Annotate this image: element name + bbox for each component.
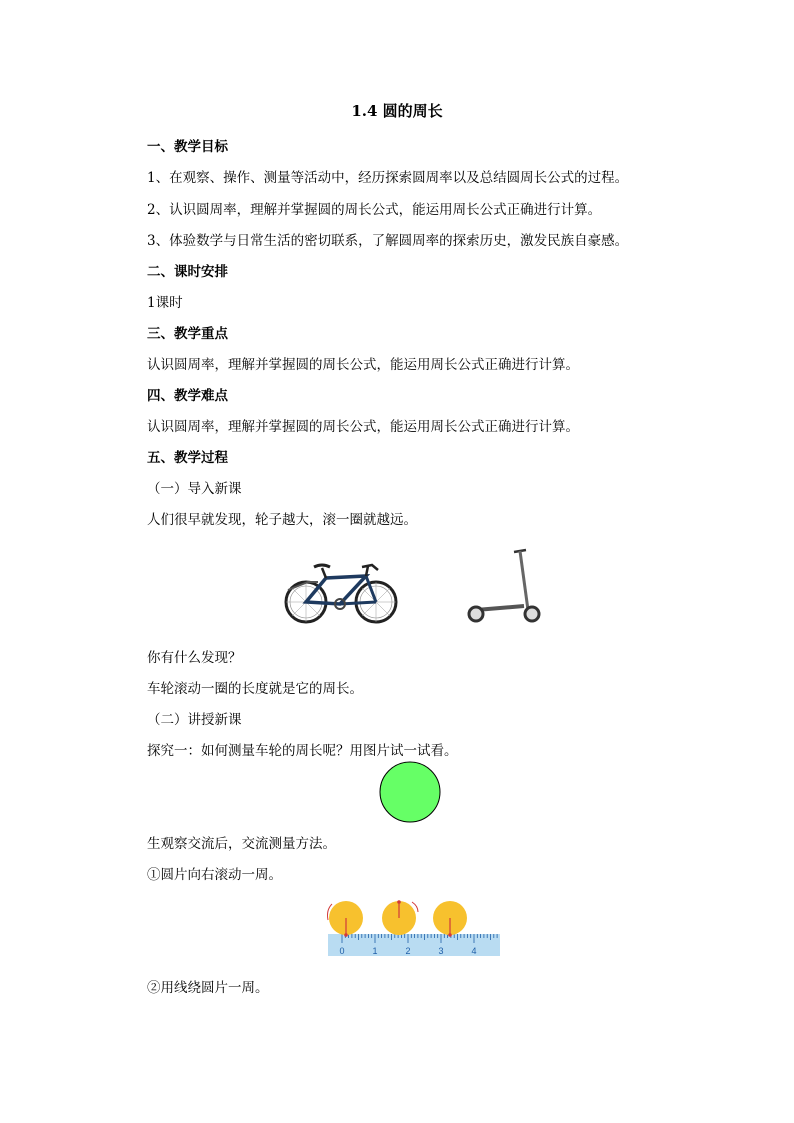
question-text: 你有什么发现？ — [147, 650, 242, 666]
subheading-intro: （一）导入新课 — [147, 481, 242, 497]
ruler-tick-label: 3 — [438, 946, 444, 956]
explore-one-text: 探究一：如何测量车轮的周长呢？用图片试一试看。 — [147, 743, 458, 759]
heading-difficulties: 四、教学难点 — [147, 388, 228, 404]
intro-text: 人们很早就发现，轮子越大，滚一圈就越远。 — [147, 512, 417, 528]
key-points-text: 认识圆周率，理解并掌握圆的周长公式，能运用周长公式正确进行计算。 — [147, 357, 579, 373]
observe-text: 生观察交流后，交流测量方法。 — [147, 836, 336, 852]
goal-3: 3、体验数学与日常生活的密切联系，了解圆周率的探索历史，激发民族自豪感。 — [147, 233, 629, 249]
method-two-text: ②用线绕圆片一周。 — [147, 980, 269, 996]
ruler-tick-label: 4 — [471, 946, 477, 956]
ruler-tick-label: 2 — [405, 946, 411, 956]
subheading-new-lesson: （二）讲授新课 — [147, 712, 242, 728]
method-one-text: ①圆片向右滚动一周。 — [147, 867, 282, 883]
green-circle-image — [378, 760, 442, 824]
goal-2: 2、认识圆周率，理解并掌握圆的周长公式，能运用周长公式正确进行计算。 — [147, 202, 602, 218]
difficulties-text: 认识圆周率，理解并掌握圆的周长公式，能运用周长公式正确进行计算。 — [147, 419, 579, 435]
schedule-text: 1课时 — [147, 295, 183, 311]
scooter-image — [462, 548, 546, 626]
ruler-tick-label: 1 — [372, 946, 378, 956]
heading-process: 五、教学过程 — [147, 450, 228, 466]
rolling-disc-ruler-image — [320, 898, 506, 960]
heading-schedule: 二、课时安排 — [147, 264, 228, 280]
heading-teaching-goals: 一、教学目标 — [147, 139, 228, 155]
goal-1: 1、在观察、操作、测量等活动中，经历探索圆周率以及总结圆周长公式的过程。 — [147, 170, 629, 186]
ruler-tick-label: 0 — [339, 946, 345, 956]
answer-text: 车轮滚动一圈的长度就是它的周长。 — [147, 681, 363, 697]
heading-key-points: 三、教学重点 — [147, 326, 228, 342]
bicycle-image — [282, 560, 402, 630]
page-title: 1.4 圆的周长 — [351, 102, 443, 120]
